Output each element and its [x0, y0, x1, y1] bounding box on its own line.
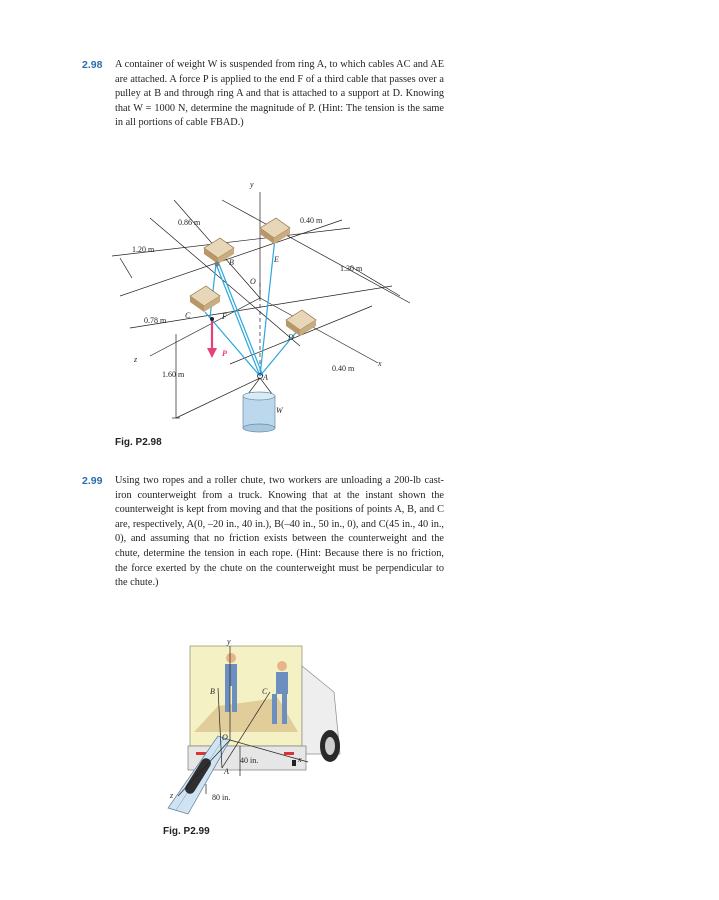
dim-40-in: 40 in. — [240, 756, 259, 765]
point-a-label: A — [224, 767, 229, 776]
problem-text: A container of weight W is suspended from ring A, to which cables AC and AE are attached. A force P is applied to the end F of a third cable that passes over a pulley at B and through ring A and that is attached to a support at D. Knowing that W = 1000 N, determine the magnitude of P. (Hint: The tension is the same in all portions of cable FBAD.) — [115, 59, 444, 129]
point-o-label: O — [250, 277, 256, 286]
figure-p2-98 — [110, 178, 410, 438]
problem-2-98 — [82, 58, 444, 131]
dim-0-40-top: 0.40 m — [300, 216, 323, 225]
problem-number: 2.99 — [82, 475, 103, 487]
point-e-label: E — [274, 255, 279, 264]
point-c-label: C — [185, 311, 191, 320]
axis-x-label: x — [378, 359, 382, 368]
dim-0-86: 0.86 m — [178, 218, 201, 227]
dim-0-40-bottom: 0.40 m — [332, 364, 355, 373]
problem-number: 2.98 — [82, 59, 103, 71]
container-w — [243, 378, 275, 432]
dim-1-20: 1.20 m — [132, 245, 155, 254]
axis-z-label: z — [134, 355, 138, 364]
dim-1-60: 1.60 m — [162, 370, 185, 379]
dim-0-78: 0.78 m — [144, 316, 167, 325]
figure-p2-99 — [158, 636, 353, 826]
point-c-label: C — [262, 687, 268, 696]
force-p-label: P — [222, 349, 227, 358]
point-o-label: O — [222, 733, 228, 742]
axis-y-label: y — [227, 637, 231, 646]
weight-w-label: W — [276, 406, 283, 415]
problem-text: Using two ropes and a roller chute, two workers are unloading a 200-lb cast-iron counterweight from a truck. Knowing that at the instant shown the counterweight is kept from moving and that the positions of points A, B, and C are, respectively, A(0, –20 in., 40 in.), B(–40 in., 50 in., 0), and C(45 in., 40 in., 0), and assuming that no friction exists between the counterweight and the chute, determine the tension in each rope. (Hint: Because there is no friction, the force exerted by the chute on the counterweight must be perpendicular to the chute.) — [115, 475, 444, 589]
dim-1-30: 1.30 m — [340, 264, 363, 273]
dim-80-in: 80 in. — [212, 793, 231, 802]
figure-caption-p2-99: Fig. P2.99 — [163, 826, 210, 837]
point-a-label: A — [263, 373, 268, 382]
axis-y-label: y — [250, 180, 254, 189]
problem-2-99 — [82, 474, 444, 591]
point-b-label: B — [229, 258, 234, 267]
point-b-label: B — [210, 687, 215, 696]
axis-x-label: x — [298, 755, 302, 764]
point-f-label: F — [222, 312, 227, 321]
axis-z-label: z — [170, 791, 174, 800]
point-d-label: D — [288, 333, 294, 342]
figure-caption-p2-98: Fig. P2.98 — [115, 437, 162, 448]
